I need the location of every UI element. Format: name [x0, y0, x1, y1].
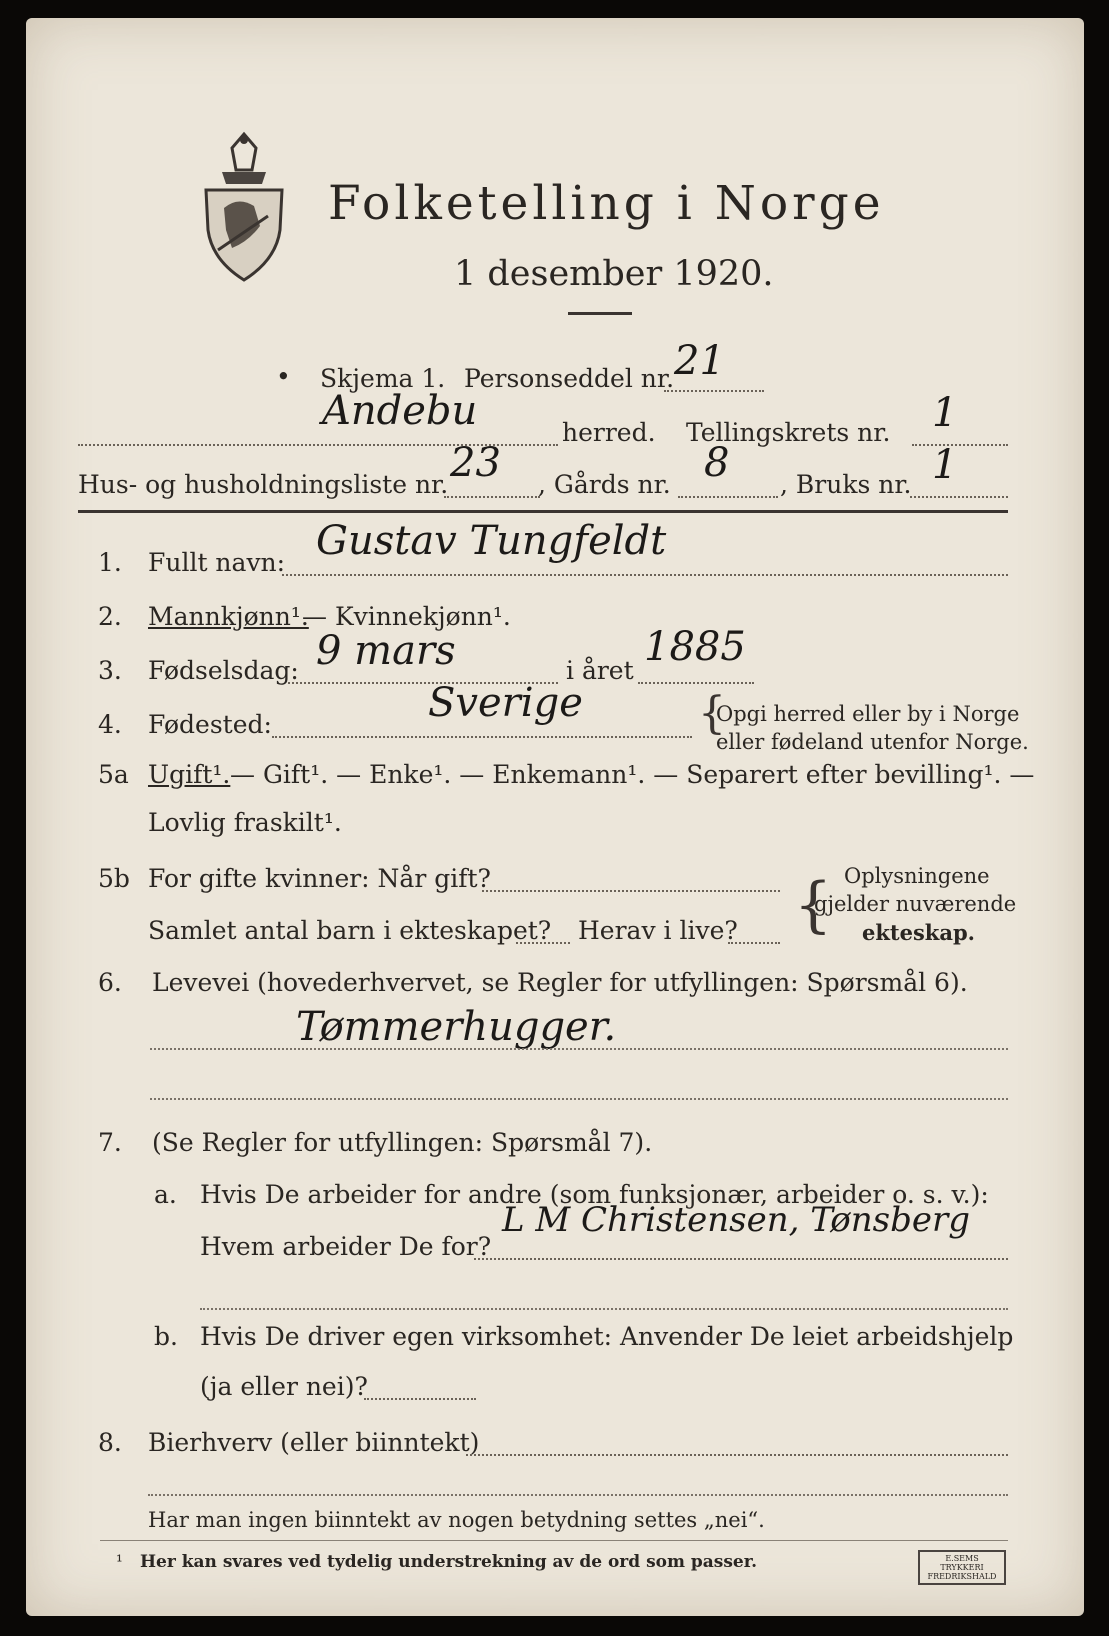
hus-line — [444, 496, 540, 498]
q3-year-label: i året — [566, 656, 634, 685]
q4-label: Fødested: — [148, 710, 272, 739]
tellingskrets-label: Tellingskrets nr. — [686, 418, 891, 447]
q4-brace: { — [698, 688, 726, 739]
footnote-mark: ¹ — [116, 1552, 123, 1572]
q7-number: 7. — [98, 1128, 122, 1157]
hus-label: Hus- og husholdningsliste nr. — [78, 470, 449, 499]
q5b-brace: { — [794, 870, 833, 940]
q6-number: 6. — [98, 968, 122, 997]
q5b-number: 5b — [98, 864, 130, 893]
q3-number: 3. — [98, 656, 122, 685]
q6-line1 — [150, 1048, 1008, 1050]
bruks-value: 1 — [932, 442, 958, 488]
q7a-label2: Hvem arbeider De for? — [200, 1232, 492, 1261]
q7a-letter: a. — [154, 1180, 177, 1209]
q8-line1 — [466, 1454, 1008, 1456]
footnote-divider — [100, 1540, 1008, 1541]
gards-value: 8 — [704, 440, 730, 486]
title-divider — [568, 312, 632, 315]
q7a-line2 — [200, 1308, 1008, 1310]
tellingskrets-line — [912, 444, 1008, 446]
bruks-line — [910, 496, 1008, 498]
q8-label: Bierhverv (eller biinntekt) — [148, 1428, 480, 1457]
q5b-label2: Samlet antal barn i ekteskapet? — [148, 916, 552, 945]
q4-number: 4. — [98, 710, 122, 739]
q7b-label: Hvis De driver egen virksomhet: Anvender De leiet arbeidshjelp — [200, 1322, 1014, 1351]
q7b-line — [364, 1398, 476, 1400]
q5a-number: 5a — [98, 760, 129, 789]
personseddel-line — [664, 390, 764, 392]
personseddel-label: Personseddel nr. — [464, 364, 675, 393]
q4-note-line2: eller fødeland utenfor Norge. — [716, 730, 1029, 754]
q5b-line2 — [516, 942, 570, 944]
q3-year-line — [638, 682, 754, 684]
q5b-label3: Herav i live? — [578, 916, 738, 945]
birthplace-value: Sverige — [428, 680, 583, 726]
q5a-ugift-option: Ugift¹. — [148, 760, 231, 789]
q7a-label: Hvis De arbeider for andre (som funksjonær, arbeider o. s. v.): — [200, 1180, 989, 1209]
skjema-label: Skjema 1. — [320, 364, 446, 393]
q8-number: 8. — [98, 1428, 122, 1457]
q2-number: 2. — [98, 602, 122, 631]
census-date: 1 desember 1920. — [454, 254, 774, 294]
full-name-value: Gustav Tungfeldt — [316, 518, 667, 564]
form-title: Folketelling i Norge — [328, 176, 885, 231]
gards-label: , Gårds nr. — [538, 470, 671, 499]
bruks-label: , Bruks nr. — [780, 470, 912, 499]
tellingskrets-value: 1 — [932, 390, 958, 436]
q5b-line1 — [482, 890, 780, 892]
footnote-text: Her kan svares ved tydelig understrekning av de ord som passer. — [140, 1552, 758, 1572]
coat-of-arms-icon — [202, 130, 286, 282]
birth-day-value: 9 mars — [316, 628, 456, 674]
q5b-label1: For gifte kvinner: Når gift? — [148, 864, 491, 893]
census-form — [26, 18, 1084, 1616]
q7a-line1 — [474, 1258, 1008, 1260]
q7b-label2: (ja eller nei)? — [200, 1372, 368, 1401]
q4-note-line1: Opgi herred eller by i Norge — [716, 702, 1020, 726]
q7-label: (Se Regler for utfyllingen: Spørsmål 7). — [152, 1128, 653, 1157]
hus-value: 23 — [450, 440, 501, 486]
q5a-line2: Lovlig fraskilt¹. — [148, 808, 342, 837]
q3-label: Fødselsdag: — [148, 656, 299, 685]
personseddel-value: 21 — [674, 338, 725, 384]
printer-stamp: E.SEMS TRYKKERI FREDRIKSHALD — [918, 1550, 1006, 1585]
herred-label: herred. — [562, 418, 656, 447]
q1-label: Fullt navn: — [148, 548, 286, 577]
employer-value: L M Christensen, Tønsberg — [502, 1200, 971, 1240]
header-divider — [78, 510, 1008, 513]
q8-line2 — [148, 1494, 1008, 1496]
q7b-letter: b. — [154, 1322, 178, 1351]
q4-line — [272, 736, 692, 738]
q2-female-option: — Kvinnekjønn¹. — [302, 602, 511, 631]
bullet: • — [276, 362, 291, 391]
q6-label: Levevei (hovederhvervet, se Regler for utfyllingen: Spørsmål 6). — [152, 968, 968, 997]
occupation-value: Tømmerhugger. — [296, 1004, 617, 1050]
herred-value: Andebu — [322, 388, 478, 434]
q5b-note-line2: gjelder nuværende — [814, 892, 1017, 916]
q2-male-option: Mannkjønn¹. — [148, 602, 309, 631]
q5b-line3 — [728, 942, 780, 944]
q5b-note-line3: ekteskap. — [862, 920, 975, 945]
birth-year-value: 1885 — [644, 624, 746, 670]
nei-note: Har man ingen biinntekt av nogen betydning settes „nei“. — [148, 1508, 765, 1532]
gards-line — [678, 496, 778, 498]
q6-line2 — [150, 1098, 1008, 1100]
q5b-note-line1: Oplysningene — [844, 864, 990, 888]
q5a-options: — Gift¹. — Enke¹. — Enkemann¹. — Separert efter bevilling¹. — — [230, 760, 1035, 789]
q1-number: 1. — [98, 548, 122, 577]
q1-line — [282, 574, 1008, 576]
